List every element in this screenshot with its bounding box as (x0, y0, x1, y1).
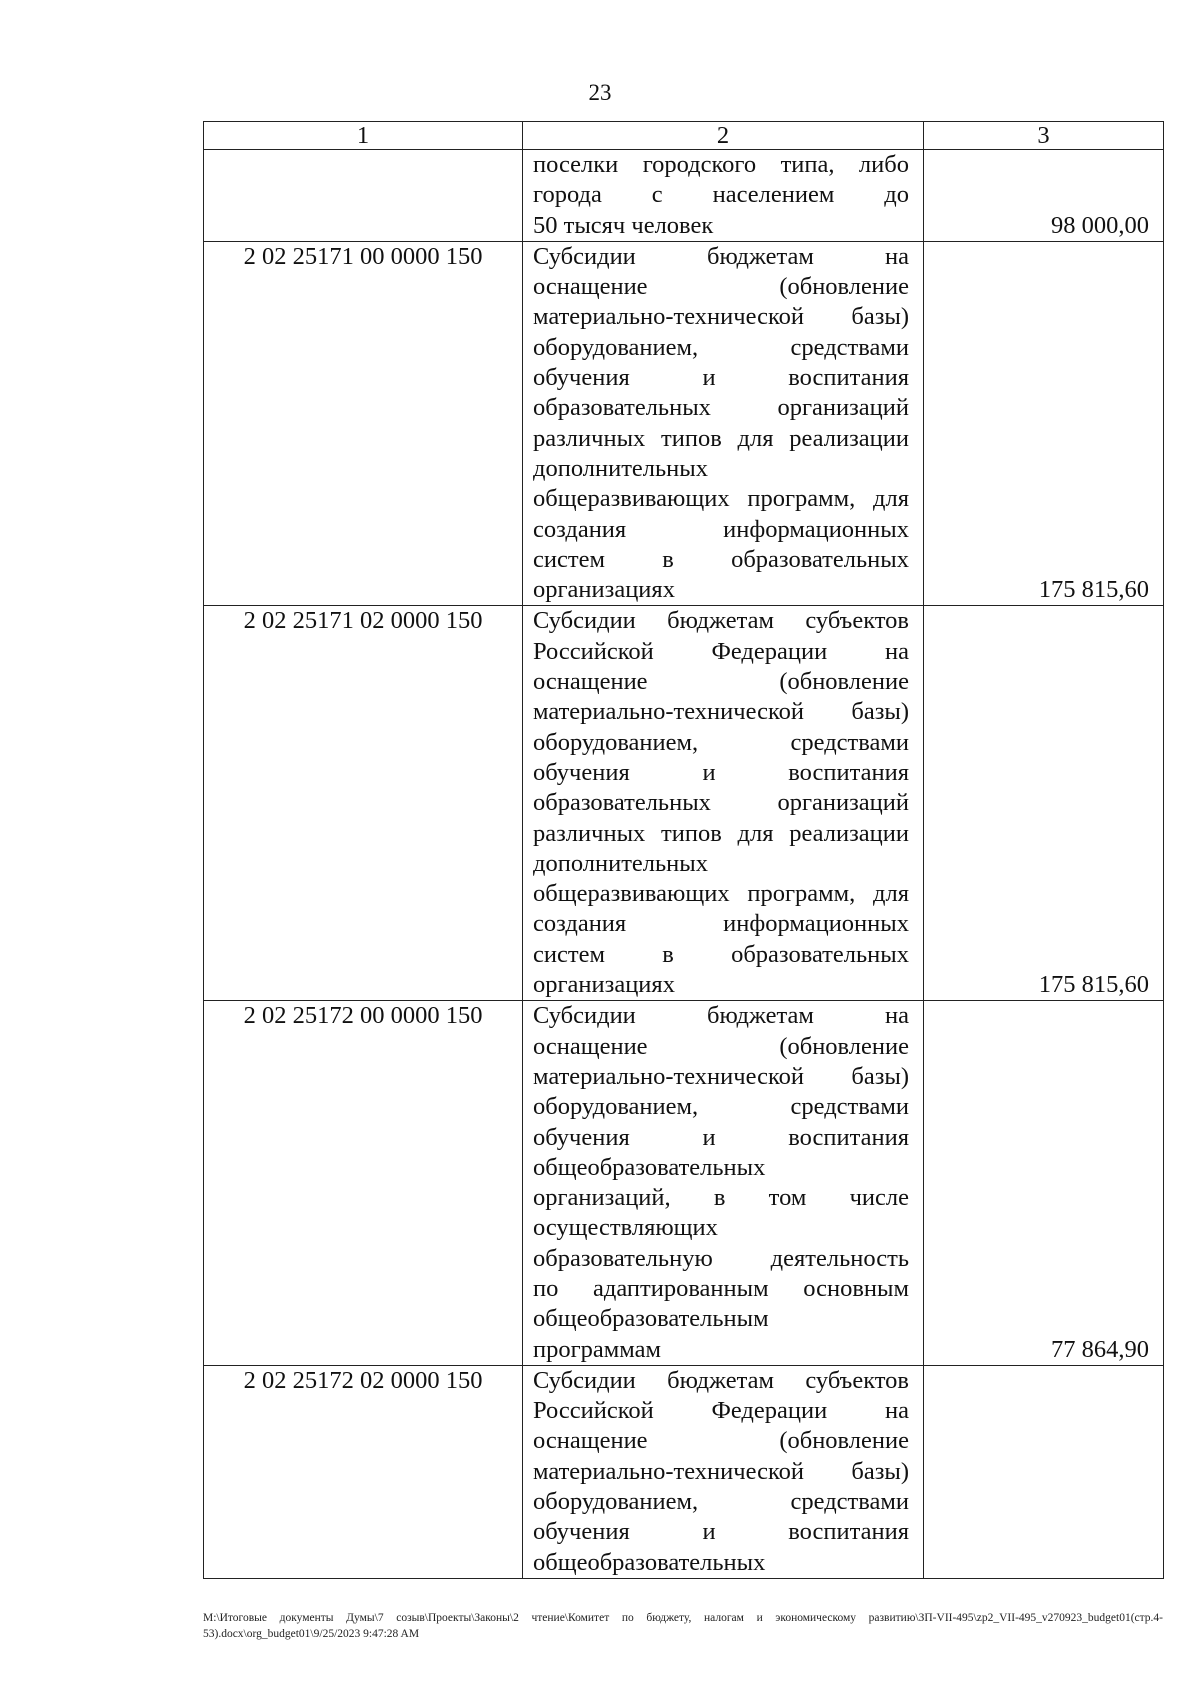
description-cell (523, 606, 924, 1001)
amount-value: 98 000,00 (1051, 211, 1149, 239)
description-line: систем в образовательных (533, 940, 909, 968)
description-line: по адаптированным основным (533, 1274, 909, 1302)
description-line: Субсидии бюджетам субъектов (533, 1366, 909, 1394)
table-row (204, 1001, 1164, 1366)
description-line: организациях (533, 971, 675, 999)
description-line: оснащение (обновление (533, 1032, 909, 1060)
description-cell (523, 1001, 924, 1366)
amount-cell (924, 1365, 1164, 1578)
amount-value: 175 815,60 (1038, 576, 1149, 604)
column-header-2: 2 (523, 122, 924, 150)
description-line: материально-технической базы) (533, 303, 909, 331)
description-line: общеобразовательным (533, 1305, 769, 1333)
description-line: систем в образовательных (533, 545, 909, 573)
amount-cell (924, 606, 1164, 1001)
description-line: различных типов для реализации (533, 424, 909, 452)
description-line: обучения и воспитания (533, 1518, 909, 1546)
amount-cell (924, 150, 1164, 242)
table-header-row (204, 122, 1164, 150)
description-cell (523, 150, 924, 242)
description-line: общеобразовательных (533, 1548, 766, 1576)
budget-code-cell (204, 150, 523, 242)
table-row (204, 150, 1164, 242)
description-line: обучения и воспитания (533, 758, 909, 786)
budget-table (203, 121, 1164, 1579)
description-line: оборудованием, средствами (533, 728, 909, 756)
description-line: различных типов для реализации (533, 819, 909, 847)
description-line: осуществляющих (533, 1214, 718, 1242)
file-path-footer: M:\Итоговые документы Думы\7 созыв\Проекты\Законы\2 чтение\Комитет по бюджету, налогам и экономическому развитию\ЗП-VII-495\zp2_VII-495_v270923_budget01(стр.4-53).docx\org_budget01\9/25/2023 9:47:28 AM (203, 1612, 1163, 1640)
budget-code-cell: 2 02 25171 02 0000 150 (204, 606, 523, 1001)
description-line: Российской Федерации на (533, 637, 909, 665)
page-number: 23 (588, 80, 612, 105)
description-line: оснащение (обновление (533, 273, 909, 301)
description-line: Российской Федерации на (533, 1397, 909, 1425)
description-line: создания информационных (533, 515, 909, 543)
amount-value: 77 864,90 (1051, 1335, 1149, 1363)
description-line: поселки городского типа, либо (533, 151, 909, 178)
budget-code-cell: 2 02 25172 00 0000 150 (204, 1001, 523, 1366)
table-row (204, 1365, 1164, 1578)
description-line: оснащение (обновление (533, 668, 909, 696)
budget-code-cell: 2 02 25171 00 0000 150 (204, 241, 523, 606)
description-line: общеразвивающих программ, для (533, 880, 909, 908)
description-line: организаций, в том числе (533, 1184, 909, 1212)
description-line: Субсидии бюджетам на (533, 242, 909, 270)
description-line: оборудованием, средствами (533, 1093, 909, 1121)
description-line: 50 тысяч человек (533, 211, 714, 239)
description-line: материально-технической базы) (533, 1457, 909, 1485)
column-header-1: 1 (204, 122, 523, 150)
description-line: дополнительных (533, 454, 709, 482)
description-line: оснащение (обновление (533, 1427, 909, 1455)
table-row (204, 241, 1164, 606)
description-line: дополнительных (533, 849, 709, 877)
description-line: образовательную деятельность (533, 1244, 909, 1272)
description-line: организациях (533, 576, 675, 604)
description-line: обучения и воспитания (533, 1123, 909, 1151)
description-cell (523, 1365, 924, 1578)
description-line: Субсидии бюджетам субъектов (533, 607, 909, 635)
description-line: материально-технической базы) (533, 698, 909, 726)
description-line: обучения и воспитания (533, 364, 909, 392)
description-line: создания информационных (533, 910, 909, 938)
description-line: Субсидии бюджетам на (533, 1002, 909, 1030)
amount-value: 175 815,60 (1038, 971, 1149, 999)
column-header-3: 3 (924, 122, 1164, 150)
description-line: общеобразовательных (533, 1153, 766, 1181)
description-line: образовательных организаций (533, 394, 909, 422)
description-line: города с населением до (533, 181, 909, 209)
description-line: оборудованием, средствами (533, 333, 909, 361)
description-cell (523, 241, 924, 606)
amount-cell (924, 241, 1164, 606)
budget-code-cell: 2 02 25172 02 0000 150 (204, 1365, 523, 1578)
description-line: оборудованием, средствами (533, 1488, 909, 1516)
description-line: общеразвивающих программ, для (533, 485, 909, 513)
amount-cell (924, 1001, 1164, 1366)
table-row (204, 606, 1164, 1001)
description-line: материально-технической базы) (533, 1062, 909, 1090)
description-line: образовательных организаций (533, 789, 909, 817)
description-line: программам (533, 1335, 662, 1363)
